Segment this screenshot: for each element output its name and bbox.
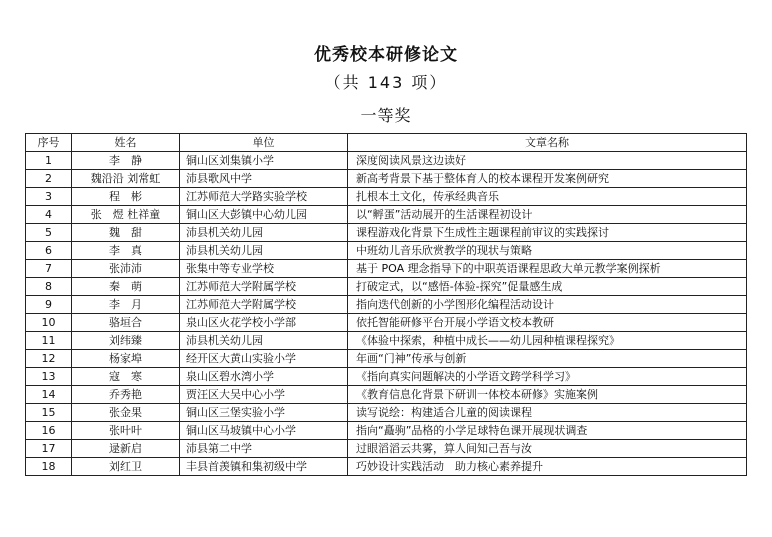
- cell-unit: 沛县第二中学: [180, 440, 348, 458]
- cell-name: 刘纬臻: [72, 332, 180, 350]
- cell-article: 指向迭代创新的小学图形化编程活动设计: [348, 296, 747, 314]
- table-body: [26, 152, 747, 476]
- cell-unit: 铜山区三堡实验小学: [180, 404, 348, 422]
- table-row: [26, 368, 747, 386]
- table-row: [26, 206, 747, 224]
- cell-article: 《体验中探索，种植中成长——幼儿园种植课程探究》: [348, 332, 747, 350]
- cell-article: 指向“矗驹”品格的小学足球特色课开展现状调查: [348, 422, 747, 440]
- table-row: [26, 224, 747, 242]
- prize-level-heading: 一等奖: [360, 106, 412, 125]
- cell-name: 骆垣合: [72, 314, 180, 332]
- cell-index: 9: [26, 296, 72, 314]
- cell-name: 张金果: [72, 404, 180, 422]
- table-row: [26, 332, 747, 350]
- cell-name: 乔秀艳: [72, 386, 180, 404]
- cell-index: 3: [26, 188, 72, 206]
- cell-index: 16: [26, 422, 72, 440]
- cell-name: 逯新启: [72, 440, 180, 458]
- cell-unit: 贾汪区大吴中心小学: [180, 386, 348, 404]
- column-header-index: 序号: [26, 134, 72, 152]
- cell-name: 张叶叶: [72, 422, 180, 440]
- table-row: [26, 170, 747, 188]
- cell-name: 魏 甜: [72, 224, 180, 242]
- cell-index: 14: [26, 386, 72, 404]
- table-row: [26, 386, 747, 404]
- cell-name: 李 真: [72, 242, 180, 260]
- cell-article: 中班幼儿音乐欣赏教学的现状与策略: [348, 242, 747, 260]
- table-row: [26, 296, 747, 314]
- table-header-row: [26, 134, 747, 152]
- cell-article: 《教育信息化背景下研训一体校本研修》实施案例: [348, 386, 747, 404]
- cell-index: 12: [26, 350, 72, 368]
- cell-unit: 沛县机关幼儿园: [180, 242, 348, 260]
- cell-unit: 沛县机关幼儿园: [180, 332, 348, 350]
- cell-article: 课程游戏化背景下生成性主题课程前审议的实践探讨: [348, 224, 747, 242]
- cell-index: 4: [26, 206, 72, 224]
- cell-name: 寇 寒: [72, 368, 180, 386]
- table-row: [26, 278, 747, 296]
- cell-name: 魏沿沿 刘常虹: [72, 170, 180, 188]
- cell-index: 1: [26, 152, 72, 170]
- cell-name: 张 煜 杜祥童: [72, 206, 180, 224]
- cell-article: 过眼滔滔云共雾，算人间知己吾与汝: [348, 440, 747, 458]
- cell-article: 打破定式，以“感悟-体验-探究”促量感生成: [348, 278, 747, 296]
- cell-name: 秦 萌: [72, 278, 180, 296]
- cell-article: 以“孵蛋”活动展开的生活课程初设计: [348, 206, 747, 224]
- cell-unit: 经开区大黄山实验小学: [180, 350, 348, 368]
- cell-unit: 沛县机关幼儿园: [180, 224, 348, 242]
- cell-unit: 沛县歌风中学: [180, 170, 348, 188]
- cell-unit: 铜山区大彭镇中心幼儿园: [180, 206, 348, 224]
- cell-unit: 江苏师范大学路实验学校: [180, 188, 348, 206]
- cell-name: 李 静: [72, 152, 180, 170]
- table-row: [26, 314, 747, 332]
- cell-index: 6: [26, 242, 72, 260]
- cell-index: 2: [26, 170, 72, 188]
- cell-article: 依托智能研修平台开展小学语文校本教研: [348, 314, 747, 332]
- cell-unit: 张集中等专业学校: [180, 260, 348, 278]
- table-row: [26, 242, 747, 260]
- awards-table: [25, 133, 747, 476]
- cell-name: 杨家埠: [72, 350, 180, 368]
- cell-name: 刘红卫: [72, 458, 180, 476]
- cell-article: 年画“门神”传承与创新: [348, 350, 747, 368]
- cell-unit: 铜山区马坡镇中心小学: [180, 422, 348, 440]
- table-row: [26, 260, 747, 278]
- cell-article: 新高考背景下基于整体育人的校本课程开发案例研究: [348, 170, 747, 188]
- cell-index: 10: [26, 314, 72, 332]
- cell-article: 深度阅读风景这边读好: [348, 152, 747, 170]
- cell-unit: 丰县首羡镇和集初级中学: [180, 458, 348, 476]
- cell-index: 13: [26, 368, 72, 386]
- table-row: [26, 404, 747, 422]
- cell-unit: 泉山区碧水湾小学: [180, 368, 348, 386]
- cell-article: 《指向真实问题解决的小学语文跨学科学习》: [348, 368, 747, 386]
- column-header-unit: 单位: [180, 134, 348, 152]
- cell-index: 5: [26, 224, 72, 242]
- cell-unit: 铜山区刘集镇小学: [180, 152, 348, 170]
- table-row: [26, 440, 747, 458]
- column-header-name: 姓名: [72, 134, 180, 152]
- cell-article: 扎根本土文化，传承经典音乐: [348, 188, 747, 206]
- table-row: [26, 350, 747, 368]
- column-header-article: 文章名称: [348, 134, 747, 152]
- table-row: [26, 152, 747, 170]
- table-row: [26, 422, 747, 440]
- cell-article: 巧妙设计实践活动 助力核心素养提升: [348, 458, 747, 476]
- cell-article: 读写说绘：构建适合儿童的阅读课程: [348, 404, 747, 422]
- cell-unit: 江苏师范大学附属学校: [180, 278, 348, 296]
- cell-index: 7: [26, 260, 72, 278]
- table-row: [26, 188, 747, 206]
- cell-unit: 江苏师范大学附属学校: [180, 296, 348, 314]
- cell-index: 18: [26, 458, 72, 476]
- item-count: （共 143 项）: [324, 73, 448, 92]
- cell-unit: 泉山区火花学校小学部: [180, 314, 348, 332]
- table-row: [26, 458, 747, 476]
- cell-name: 李 月: [72, 296, 180, 314]
- cell-name: 张沛沛: [72, 260, 180, 278]
- cell-index: 17: [26, 440, 72, 458]
- cell-article: 基于 POA 理念指导下的中职英语课程思政大单元教学案例探析: [348, 260, 747, 278]
- cell-index: 11: [26, 332, 72, 350]
- cell-name: 程 彬: [72, 188, 180, 206]
- cell-index: 15: [26, 404, 72, 422]
- document-title: 优秀校本研修论文: [314, 45, 458, 65]
- cell-index: 8: [26, 278, 72, 296]
